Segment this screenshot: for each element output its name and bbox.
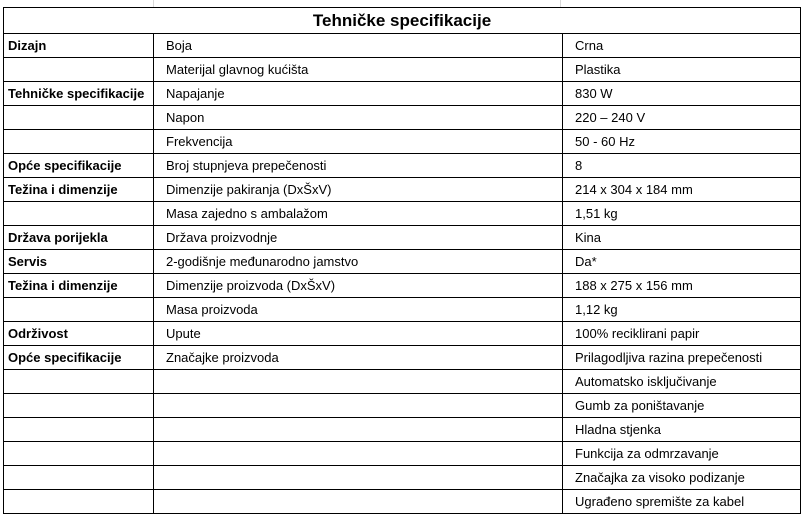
category-cell	[4, 466, 154, 490]
value-cell: 220 – 240 V	[563, 106, 801, 130]
category-cell	[4, 298, 154, 322]
table-row	[4, 442, 801, 466]
value-cell: 214 x 304 x 184 mm	[563, 178, 801, 202]
value-cell: Značajka za visoko podizanje	[563, 466, 801, 490]
value-cell: 50 - 60 Hz	[563, 130, 801, 154]
value-cell: Plastika	[563, 58, 801, 82]
value-cell: Prilagodljiva razina prepečenosti	[563, 346, 801, 370]
table-row	[4, 82, 801, 106]
property-cell: Masa proizvoda	[154, 298, 563, 322]
property-cell: Boja	[154, 34, 563, 58]
category-cell: Opće specifikacije	[4, 346, 154, 370]
property-cell	[154, 394, 563, 418]
value-cell: Crna	[563, 34, 801, 58]
category-cell: Servis	[4, 250, 154, 274]
value-cell: 1,12 kg	[563, 298, 801, 322]
category-cell	[4, 418, 154, 442]
category-cell: Težina i dimenzije	[4, 274, 154, 298]
property-cell	[154, 466, 563, 490]
table-row	[4, 466, 801, 490]
category-cell	[4, 394, 154, 418]
value-cell: Automatsko isključivanje	[563, 370, 801, 394]
table-row	[4, 106, 801, 130]
category-cell: Težina i dimenzije	[4, 178, 154, 202]
table-row	[4, 322, 801, 346]
property-cell: Napajanje	[154, 82, 563, 106]
table-title: Tehničke specifikacije	[4, 8, 801, 34]
value-cell: 830 W	[563, 82, 801, 106]
table-row	[4, 250, 801, 274]
property-cell	[154, 490, 563, 514]
table-row	[4, 178, 801, 202]
table-row	[4, 202, 801, 226]
table-row	[4, 34, 801, 58]
category-cell: Država porijekla	[4, 226, 154, 250]
property-cell: 2-godišnje međunarodno jamstvo	[154, 250, 563, 274]
property-cell: Dimenzije proizvoda (DxŠxV)	[154, 274, 563, 298]
table-row	[4, 346, 801, 370]
property-cell	[154, 442, 563, 466]
table-row	[4, 370, 801, 394]
specifications-table	[3, 7, 801, 514]
value-cell: Hladna stjenka	[563, 418, 801, 442]
value-cell: Ugrađeno spremište za kabel	[563, 490, 801, 514]
table-row	[4, 130, 801, 154]
property-cell	[154, 418, 563, 442]
value-cell: 188 x 275 x 156 mm	[563, 274, 801, 298]
property-cell: Broj stupnjeva prepečenosti	[154, 154, 563, 178]
category-cell	[4, 106, 154, 130]
value-cell: Gumb za poništavanje	[563, 394, 801, 418]
category-cell: Tehničke specifikacije	[4, 82, 154, 106]
property-cell: Frekvencija	[154, 130, 563, 154]
value-cell: Da*	[563, 250, 801, 274]
table-title-row	[4, 8, 801, 34]
category-cell	[4, 370, 154, 394]
value-cell: Kina	[563, 226, 801, 250]
table-row	[4, 490, 801, 514]
property-cell: Masa zajedno s ambalažom	[154, 202, 563, 226]
category-cell: Održivost	[4, 322, 154, 346]
table-row	[4, 58, 801, 82]
table-body	[4, 34, 801, 514]
category-cell	[4, 442, 154, 466]
table-row	[4, 418, 801, 442]
property-cell: Dimenzije pakiranja (DxŠxV)	[154, 178, 563, 202]
category-cell	[4, 202, 154, 226]
table-row	[4, 274, 801, 298]
property-cell	[154, 370, 563, 394]
table-row	[4, 298, 801, 322]
value-cell: 8	[563, 154, 801, 178]
category-cell: Opće specifikacije	[4, 154, 154, 178]
category-cell	[4, 58, 154, 82]
value-cell: 1,51 kg	[563, 202, 801, 226]
category-cell: Dizajn	[4, 34, 154, 58]
value-cell: Funkcija za odmrzavanje	[563, 442, 801, 466]
value-cell: 100% reciklirani papir	[563, 322, 801, 346]
category-cell	[4, 490, 154, 514]
property-cell: Značajke proizvoda	[154, 346, 563, 370]
table-row	[4, 226, 801, 250]
category-cell	[4, 130, 154, 154]
property-cell: Napon	[154, 106, 563, 130]
table-row	[4, 154, 801, 178]
property-cell: Upute	[154, 322, 563, 346]
property-cell: Materijal glavnog kućišta	[154, 58, 563, 82]
table-row	[4, 394, 801, 418]
property-cell: Država proizvodnje	[154, 226, 563, 250]
